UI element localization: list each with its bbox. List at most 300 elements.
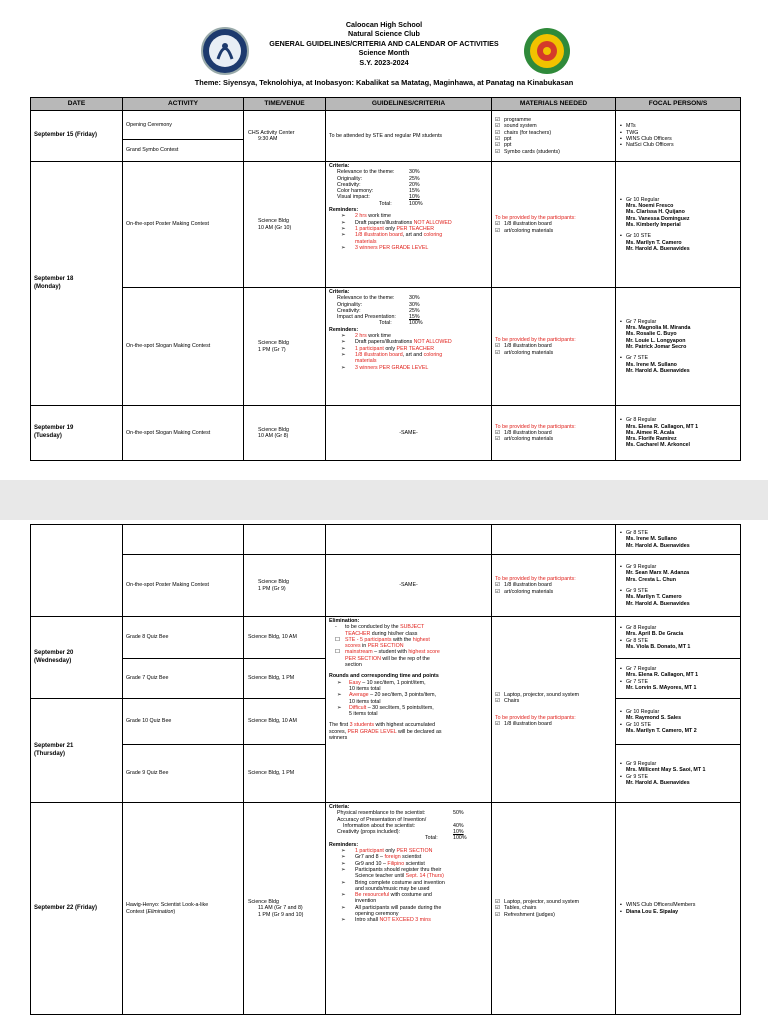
criteria-label: Criteria:: [329, 804, 350, 810]
activity-text: Contest (: [126, 908, 148, 915]
activity-cell: [123, 525, 244, 555]
bullet-icon: ▪: [620, 678, 622, 685]
person-name: Ms. Aimee R. Acala: [626, 429, 675, 436]
group-label: Gr 8 STE: [626, 530, 649, 537]
arrow-icon: ➢: [341, 879, 346, 886]
col-time-venue: TIME/VENUE: [244, 98, 326, 111]
date-line: (Wednesday): [34, 657, 72, 664]
reminder-text: Draft papers/illustrations: [355, 219, 414, 226]
time-text: 10 AM (Gr 8): [258, 433, 289, 439]
bullet-icon: ▪: [620, 530, 622, 537]
guideline-cell: To be attended by STE and regular PM students: [326, 111, 492, 162]
venue-cell: [244, 803, 326, 1015]
venue-text: Science Bldg: [258, 579, 289, 586]
bullet-icon: ▪: [620, 136, 622, 142]
rule-highlight: SUBJECT: [400, 624, 425, 631]
date-cell: [31, 162, 123, 406]
checkbox-icon: ☑: [495, 905, 500, 912]
venue-text: Science Bldg: [258, 218, 289, 225]
material-item: Chairs: [504, 698, 520, 705]
col-date: DATE: [31, 98, 123, 111]
bullet-icon: ▪: [620, 196, 622, 203]
focal-cell: [616, 111, 741, 162]
rule-highlight: mainstream: [345, 649, 373, 656]
reminder-highlight: NOT ALLOWED: [413, 219, 452, 226]
table-row: [31, 555, 741, 617]
time-text: 1 PM (Gr 9 and 10): [258, 911, 304, 918]
person-name: Ms. Marilyn T. Camero, MT 2: [626, 727, 697, 734]
reminder-highlight: 2 hrs: [355, 213, 367, 220]
group-label: Gr 7 Regular: [626, 318, 657, 325]
group-label: Gr 10 STE: [626, 233, 652, 240]
reminder-highlight: coloring: [423, 351, 443, 358]
person-name: Ms. Clarissa H. Quijano: [626, 209, 685, 216]
material-item: art/coloring materials: [504, 349, 554, 356]
group-label: Gr 10 STE: [626, 721, 652, 728]
checkbox-icon: ☑: [495, 129, 500, 136]
venue-text: Science Bldg: [258, 340, 289, 347]
criterion: Impact and Presentation:: [337, 314, 396, 321]
date-line: September 18: [34, 275, 74, 282]
focal-cell: [616, 803, 741, 1015]
reminder-highlight: Be resourceful: [355, 892, 390, 899]
person-name: Mr. Harold A. Buenavides: [626, 367, 690, 374]
provided-note: To be provided by the participants:: [495, 337, 576, 344]
reminder-text: Draft papers/illustrations: [355, 339, 414, 346]
material-item: Laptop, projector, sound system: [504, 691, 580, 698]
criterion-weight: 30%: [409, 295, 420, 302]
material-item: 1/8 illustration board: [504, 429, 552, 436]
focal-cell: [616, 288, 741, 406]
reminder-highlight: Filipino: [387, 860, 405, 867]
materials-cell: [492, 406, 616, 461]
provided-note: To be provided by the participants:: [495, 714, 576, 721]
arrow-icon: ➢: [341, 860, 346, 867]
material-item: art/coloring materials: [504, 227, 554, 234]
group-label: Gr 7 Regular: [626, 665, 657, 672]
bullet-icon: ▪: [620, 708, 622, 715]
rule-highlight: PER SECTION: [345, 655, 381, 662]
arrow-icon: ➢: [341, 345, 346, 352]
reminder-text: scientist: [400, 854, 422, 861]
time-text: 1 PM (Gr 9): [258, 585, 286, 592]
bullet-icon: ▪: [620, 665, 622, 672]
reminder-text: and: [411, 232, 424, 239]
winner-text: The first: [329, 722, 350, 729]
reminder-text: Intro shall: [355, 917, 380, 924]
checkbox-icon: ☐: [335, 649, 340, 656]
materials-cell: [492, 803, 616, 1015]
date-line: (Thursday): [34, 750, 66, 757]
activity-cell: On-the-spot Poster Making Contest: [123, 162, 244, 288]
reminders-label: Reminders:: [329, 326, 359, 333]
reminder-highlight: materials: [355, 238, 377, 245]
school-year: S.Y. 2023-2024: [359, 57, 409, 67]
reminder-highlight: 1/8 illustration board: [355, 351, 403, 358]
guideline-cell: [326, 525, 492, 555]
material-item: chairs (for teachers): [504, 129, 552, 136]
person-name: Ms. Cacharel M. Arkoncel: [626, 442, 690, 449]
reminder-highlight: 1 participant: [355, 848, 384, 855]
round-text: 5 items total: [349, 711, 378, 718]
time-text: 1 PM (Gr 7): [258, 346, 286, 353]
person-name: Ms. Marilyn T. Camero: [626, 594, 682, 601]
venue-cell: [244, 162, 326, 288]
round-name: Difficult: [349, 704, 367, 711]
criterion-weight: 30%: [409, 169, 420, 176]
group-label: Gr 7 STE: [626, 355, 649, 362]
table-row: [31, 406, 741, 461]
person-name: Mr. Louie L. Longyapon: [626, 337, 686, 344]
person-name: Ms. Kimberly Imperial: [626, 222, 681, 228]
guideline-cell: [326, 162, 492, 288]
activity-cell: Opening Ceremony: [123, 111, 244, 140]
focal-item: Diana Lou E. Sipalay: [626, 908, 679, 915]
group-label: Gr 9 Regular: [626, 564, 657, 571]
checkbox-icon: ☑: [495, 582, 500, 589]
venue-text: CHS Activity Center: [248, 129, 295, 136]
criterion-weight: 10%: [453, 829, 464, 836]
criterion-weight: 10%: [409, 194, 420, 201]
criterion: Physical resemblance to the scientist:: [337, 810, 426, 817]
date-line: September 19: [34, 425, 74, 432]
person-name: Mrs. Elena R. Callagon, MT 1: [626, 423, 699, 430]
bullet-icon: ▪: [620, 637, 622, 644]
reminder-highlight: 3 winners PER GRADE LEVEL: [355, 244, 429, 251]
group-label: Gr 9 STE: [626, 773, 649, 780]
arrow-icon: ➢: [341, 351, 346, 358]
person-name: Mr. Harold A. Buenavides: [626, 779, 690, 786]
date-cell: [31, 525, 123, 617]
bullet-icon: ▪: [620, 318, 622, 325]
bullet-icon: ▪: [620, 123, 622, 130]
reminder-text: work time: [366, 333, 391, 340]
table-header-row: [31, 98, 741, 111]
person-name: Mrs. April B. De Gracia: [626, 631, 684, 638]
reminder-highlight: NOT ALLOWED: [413, 339, 452, 346]
reminders-label: Reminders:: [329, 841, 359, 848]
table-row: [31, 525, 741, 555]
venue-cell: Science Bldg, 10 AM: [244, 617, 326, 659]
focal-item: WINS Club Officers/Members: [626, 902, 696, 909]
criterion: Relevance to the theme:: [337, 169, 395, 176]
activity-text: Elimination: [147, 908, 174, 915]
guideline-cell: [326, 288, 492, 406]
checkbox-icon: ☑: [495, 911, 500, 918]
materials-cell: [492, 617, 616, 803]
material-item: art/coloring materials: [504, 588, 554, 595]
arrow-icon: ➢: [341, 225, 346, 232]
reminder-text: work time: [366, 213, 391, 220]
time-text: 9:30 AM: [258, 136, 278, 142]
rule-text: – student with: [372, 649, 409, 656]
date-cell: [31, 406, 123, 461]
rule-text: in: [360, 643, 368, 650]
reminder-highlight: 1/8 illustration board: [355, 232, 403, 239]
activity-cell: Grade 8 Quiz Bee: [123, 617, 244, 659]
activity-cell: Grade 7 Quiz Bee: [123, 659, 244, 699]
arrow-icon: ➢: [337, 679, 342, 686]
bullet-icon: ▪: [620, 355, 622, 362]
bullet-icon: ▪: [620, 902, 622, 909]
calendar-table-page-2: [30, 524, 741, 1015]
reminder-text: Science teacher until: [355, 873, 406, 880]
school-name: Caloocan High School: [345, 20, 423, 29]
winner-text: with highest accumulated: [374, 722, 436, 729]
bullet-icon: ▪: [620, 908, 622, 915]
reminder-text: invention: [355, 898, 377, 905]
criterion: Color harmony:: [337, 188, 374, 195]
arrow-icon: ➢: [341, 866, 346, 873]
reminder-text: , art: [402, 232, 412, 239]
activity-text: Hawig-Henyo: Scientist Look-a-like: [126, 902, 209, 909]
checkbox-icon: ☑: [495, 221, 500, 228]
focal-cell: [616, 406, 741, 461]
provided-note: To be provided by the participants:: [495, 215, 576, 222]
col-focal: FOCAL PERSON/S: [616, 98, 741, 111]
total-value: 100%: [409, 320, 423, 327]
focal-cell: [616, 555, 741, 617]
criterion: Visual impact:: [337, 194, 370, 201]
materials-cell: [492, 288, 616, 406]
round-text: – 30 sec/item, 5 points/item,: [366, 704, 434, 711]
reminder-highlight: foreign: [384, 854, 401, 861]
rule-highlight: scores: [345, 643, 361, 650]
material-item: sound system: [504, 123, 537, 130]
reminder-text: only: [383, 345, 397, 352]
checkbox-icon: ☑: [495, 343, 500, 350]
reminder-highlight: PER SECTION: [396, 848, 433, 855]
material-item: ppt: [504, 142, 512, 149]
material-item: Symbo cards (students): [504, 148, 560, 155]
material-item: Refreshment (judges): [504, 911, 555, 918]
calendar-table-page-1: [30, 97, 741, 461]
checkbox-icon: ☑: [495, 436, 500, 443]
criterion: Originality:: [337, 301, 363, 308]
total-label: Total:: [379, 320, 392, 327]
reminder-highlight: Sept. 14 (Thurs): [405, 873, 444, 880]
event-name: Science Month: [358, 48, 410, 58]
activity-cell: Grade 9 Quiz Bee: [123, 745, 244, 803]
arrow-icon: ➢: [341, 917, 346, 924]
material-item: Tables, chairs: [504, 905, 537, 912]
arrow-icon: ➢: [341, 219, 346, 226]
arrow-icon: ➢: [337, 692, 342, 699]
checkbox-icon: ☑: [495, 720, 500, 727]
person-name: Mrs. Magnolia M. Miranda: [626, 325, 691, 332]
reminder-highlight: 1 participant: [355, 225, 384, 232]
person-name: Mrs. Noemi Fresco: [626, 203, 674, 210]
arrow-icon: ➢: [341, 904, 346, 911]
reminder-highlight: materials: [355, 358, 377, 365]
date-cell: September 22 (Friday): [31, 803, 123, 1015]
criterion-weight: 25%: [409, 175, 420, 182]
checkbox-icon: ☑: [495, 349, 500, 356]
checkbox-icon: ☑: [495, 227, 500, 234]
table-row: [31, 288, 741, 406]
bullet-icon: ▪: [620, 142, 622, 149]
checkbox-icon: ☑: [495, 142, 500, 149]
date-line: (Tuesday): [34, 433, 62, 439]
rule-highlight: highest: [412, 636, 430, 643]
reminder-text: with costume and: [389, 892, 432, 899]
person-name: Mr. Harold A. Buenavides: [626, 542, 690, 549]
document-title: GENERAL GUIDELINES/CRITERIA AND CALENDAR OF ACTIVITIES: [269, 38, 499, 48]
table-row: [31, 803, 741, 1015]
table-row: [31, 111, 741, 140]
material-item: 1/8 illustration board: [504, 343, 552, 350]
arrow-icon: ➢: [341, 232, 346, 239]
arrow-icon: ➢: [341, 848, 346, 855]
checkbox-icon: ☑: [495, 899, 500, 906]
date-line: September 21: [34, 742, 74, 749]
rule-highlight: TEACHER: [345, 630, 371, 637]
person-name: Mr. Harold A. Buenavides: [626, 245, 690, 252]
rule-highlight: highest score: [408, 649, 440, 656]
reminder-text: and: [411, 351, 424, 358]
activity-text: ): [173, 908, 176, 915]
winner-highlight: 3 students: [349, 722, 375, 729]
activity-cell: On-the-spot Slogan Making Contest: [123, 288, 244, 406]
material-item: ppt: [504, 136, 512, 142]
activity-cell: Grade 10 Quiz Bee: [123, 699, 244, 745]
criterion-weight: 25%: [409, 307, 420, 314]
page-gap: [0, 480, 768, 520]
guideline-cell: [326, 617, 492, 803]
checkbox-icon: ☑: [495, 136, 500, 142]
criterion-weight: 30%: [409, 301, 420, 308]
total-value: 100%: [409, 200, 423, 207]
bullet-icon: ▪: [620, 417, 622, 424]
criterion: Originality:: [337, 175, 363, 182]
checkbox-icon: ☑: [495, 429, 500, 436]
rule-text: to be conducted by the: [345, 624, 401, 631]
checkbox-icon: ☑: [495, 117, 500, 124]
materials-cell: [492, 162, 616, 288]
bullet-icon: ▪: [620, 588, 622, 594]
bullet-icon: ▪: [620, 773, 622, 780]
material-item: programme: [504, 117, 532, 124]
time-text: 10 AM (Gr 10): [258, 224, 292, 231]
round-text: 10 items total: [349, 685, 381, 692]
criterion-weight: 50%: [453, 810, 464, 817]
reminder-text: Bring complete costume and invention: [355, 879, 445, 886]
person-name: Ms. Rosalie C. Buyo: [626, 331, 677, 338]
criterion-weight: 15%: [409, 188, 420, 195]
person-name: Ms. Irene M. Sullano: [626, 361, 677, 368]
total-label: Total:: [425, 835, 438, 842]
provided-note: To be provided by the participants:: [495, 576, 576, 583]
bullet-icon: ▪: [620, 760, 622, 767]
focal-item: MTs: [626, 123, 636, 130]
material-item: art/coloring materials: [504, 436, 554, 443]
reminder-text: Participants should register thru their: [355, 866, 442, 873]
checkbox-icon: ☑: [495, 698, 500, 705]
person-name: Mr. Patrick Jomar Secro: [626, 344, 687, 350]
winner-text: scores,: [329, 728, 348, 735]
focal-cell: [616, 525, 741, 555]
reminder-text: opening ceremony: [355, 911, 399, 918]
date-cell: [31, 699, 123, 803]
rule-text: will be the rep of the: [380, 655, 430, 662]
reminder-text: , art: [402, 351, 412, 358]
reminder-highlight: coloring: [423, 232, 443, 239]
total-value: 100%: [453, 835, 467, 842]
venue-cell: [244, 406, 326, 461]
arrow-icon: ➢: [341, 333, 346, 340]
club-name: Natural Science Club: [348, 29, 420, 39]
rule-highlight: STE - 5 participants: [345, 636, 392, 643]
reminder-text: Gr9 and 10 –: [355, 860, 388, 867]
person-name: Mr. Raymond S. Sales: [626, 715, 682, 722]
focal-cell: [616, 162, 741, 288]
reminders-label: Reminders:: [329, 207, 359, 214]
group-label: Gr 8 STE: [626, 637, 649, 644]
focal-cell: [616, 745, 741, 803]
criterion: Creativity:: [337, 307, 361, 314]
reminder-highlight: 3 winners PER GRADE LEVEL: [355, 364, 429, 371]
materials-cell: [492, 525, 616, 555]
person-name: Mr. Harold A. Buenavides: [626, 600, 690, 607]
venue-cell: [244, 555, 326, 617]
focal-item: WINS Club Officers: [626, 136, 672, 142]
criterion: Accuracy of Presentation of Invention/: [337, 816, 427, 823]
focal-cell: [616, 699, 741, 745]
round-text: – 10 sec/item, 1 point/item,: [360, 679, 426, 686]
criterion: Relevance to the theme:: [337, 295, 395, 302]
activity-cell: On-the-spot Poster Making Contest: [123, 555, 244, 617]
document-page-2: [0, 520, 768, 1024]
focal-cell: [616, 659, 741, 699]
person-name: Ms. Irene M. Sullano: [626, 536, 677, 543]
checkbox-icon: ☐: [335, 636, 340, 643]
date-cell: [31, 617, 123, 699]
reminder-highlight: PER TEACHER: [396, 225, 435, 232]
group-label: Gr 7 STE: [626, 678, 649, 685]
col-guidelines: GUIDELINES/CRITERIA: [326, 98, 492, 111]
bullet-icon: ▪: [620, 233, 622, 240]
materials-cell: [492, 111, 616, 162]
reminder-highlight: PER TEACHER: [396, 345, 435, 352]
round-name: Average: [349, 692, 369, 699]
venue-cell: Science Bldg, 1 PM: [244, 659, 326, 699]
material-item: 1/8 illustration board: [504, 221, 552, 228]
checkbox-icon: ☑: [495, 148, 500, 155]
guideline-cell: -SAME-: [326, 555, 492, 617]
venue-cell: [244, 111, 326, 162]
guideline-cell: -SAME-: [326, 406, 492, 461]
group-label: Gr 8 Regular: [626, 417, 657, 424]
total-label: Total:: [379, 200, 392, 207]
reminder-text: All participants will parade during the: [355, 904, 442, 911]
reminder-text: only: [383, 848, 397, 855]
activity-cell: [123, 803, 244, 1015]
reminder-text: scientist: [404, 860, 425, 867]
person-name: Ms. Marilyn T. Camero: [626, 239, 682, 246]
arrow-icon: ➢: [337, 704, 342, 711]
provided-note: To be provided by the participants:: [495, 423, 576, 430]
checkbox-icon: ☑: [495, 691, 500, 698]
criterion: Creativity (props included):: [337, 829, 400, 836]
criterion-weight: 20%: [409, 181, 420, 188]
table-row: [31, 617, 741, 659]
venue-text: Science Bldg: [248, 899, 279, 906]
criteria-label: Criteria:: [329, 289, 350, 295]
rounds-label: Rounds and corresponding time and points: [329, 673, 439, 680]
group-label: Gr 8 Regular: [626, 624, 657, 631]
date-line: September 20: [34, 649, 74, 656]
bullet-icon: ▪: [620, 721, 622, 728]
